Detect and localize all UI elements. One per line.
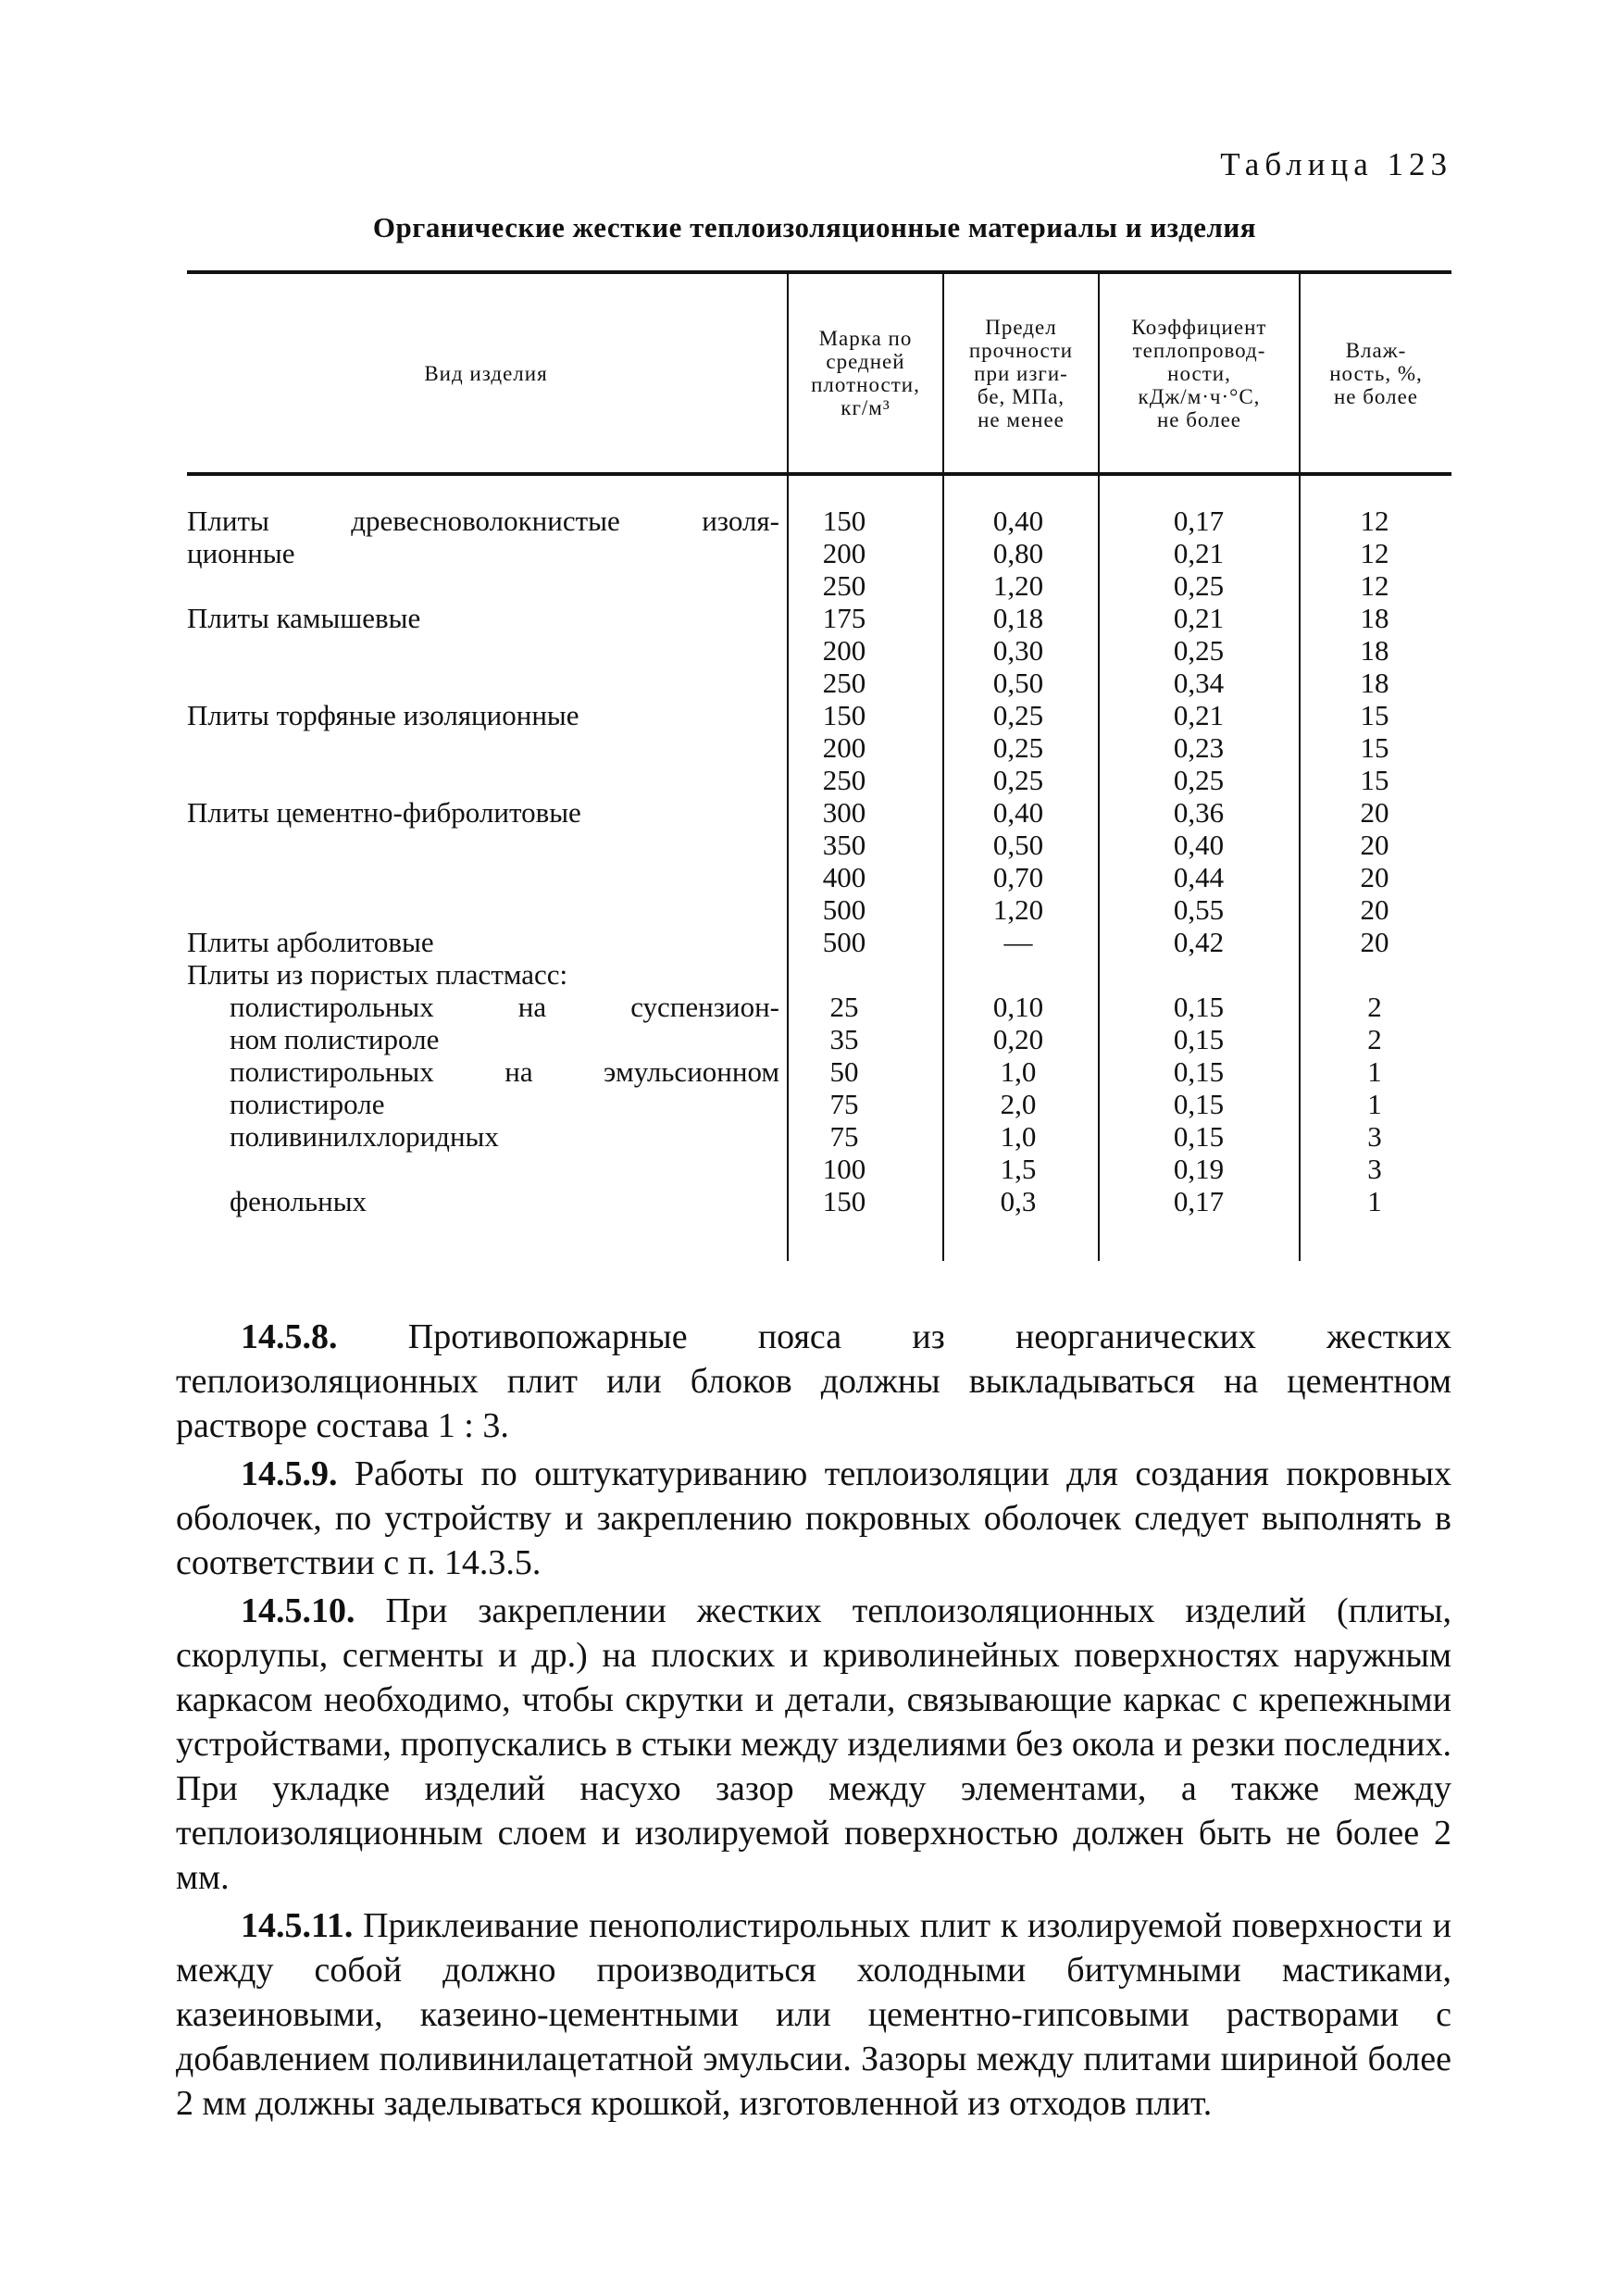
clause-text: Противопожарные пояса из неорганических жестких теплоизоляционных плит или блоков должны выкладываться на цементном растворе состава 1 : 3. (176, 1317, 1451, 1445)
clause-text: Работы по оштукатуриванию теплоизоляции для создания покровных оболочек, по устройству и закреплению покровных оболочек следует выполнять в соответствии с п. 14.3.5. (176, 1454, 1451, 1582)
table-row (0, 1185, 1619, 1217)
cell-density-mark: 500 (822, 893, 866, 926)
cell-moisture: 20 (1360, 829, 1389, 861)
cell-density-mark: 150 (822, 1185, 866, 1217)
cell-thermal-conductivity: 0,42 (1173, 926, 1225, 958)
cell-density-mark: 175 (822, 602, 866, 634)
cell-density-mark: 250 (822, 764, 866, 796)
cell-moisture: 1 (1367, 1185, 1382, 1217)
header-thermal-conductivity: Коэффициент теплопровод- ности, кДж/м·ч·°С, не более (1131, 315, 1267, 431)
cell-moisture: 3 (1367, 1153, 1382, 1185)
cell-moisture: 2 (1367, 1023, 1382, 1055)
cell-density-mark: 200 (822, 537, 866, 569)
cell-density-mark: 400 (822, 861, 866, 893)
cell-density-mark: 75 (829, 1088, 859, 1120)
table-row (0, 537, 1619, 569)
table-row (0, 699, 1619, 731)
cell-moisture: 20 (1360, 861, 1389, 893)
cell-bending-strength: 0,40 (992, 796, 1044, 829)
cell-bending-strength: 1,5 (1000, 1153, 1037, 1185)
cell-bending-strength: 1,20 (992, 569, 1044, 602)
cell-bending-strength: 0,70 (992, 861, 1044, 893)
cell-moisture: 20 (1360, 926, 1389, 958)
table-row (0, 569, 1619, 602)
table-row (0, 634, 1619, 667)
cell-thermal-conductivity: 0,34 (1173, 667, 1225, 699)
table-row (0, 731, 1619, 764)
cell-thermal-conductivity: 0,55 (1173, 893, 1225, 926)
cell-bending-strength: 0,10 (992, 991, 1044, 1023)
table-row (0, 1023, 1619, 1055)
cell-moisture: 1 (1367, 1088, 1382, 1120)
clause-paragraph (176, 1315, 1451, 1448)
header-moisture: Влаж- ность, %, не более (1329, 338, 1423, 408)
cell-bending-strength: 0,20 (992, 1023, 1044, 1055)
cell-thermal-conductivity: 0,40 (1173, 829, 1225, 861)
body-text (176, 1315, 1451, 2129)
cell-product-type: Плиты камышевые (187, 602, 421, 634)
table-number-label: Таблица 123 (1220, 146, 1452, 182)
cell-thermal-conductivity: 0,25 (1173, 764, 1225, 796)
cell-bending-strength: 0,80 (992, 537, 1044, 569)
clause-text: Приклеивание пенополистирольных плит к изолируемой поверхности и между собой должно производиться холодными битумными мастиками, казеиновыми, казеино-цементными или цементно-гипсовыми растворами с добавлением поливинилацетатной эмульсии. Зазоры между плитами шириной более 2 мм должны заделываться крошкой, изготовленной из отходов плит. (176, 1906, 1451, 2123)
cell-thermal-conductivity: 0,25 (1173, 569, 1225, 602)
cell-density-mark: 25 (829, 991, 859, 1023)
cell-moisture: 15 (1360, 764, 1389, 796)
cell-bending-strength: 0,18 (992, 602, 1044, 634)
cell-product-type: ционные (187, 537, 295, 569)
cell-thermal-conductivity: 0,15 (1173, 1088, 1225, 1120)
cell-product-type: Плиты из пористых пластмасс: (187, 958, 568, 991)
cell-product-type: фенольных (230, 1185, 367, 1217)
cell-bending-strength: 2,0 (1000, 1088, 1037, 1120)
cell-moisture: 12 (1360, 569, 1389, 602)
header-bending-strength: Предел прочности при изги- бе, МПа, не менее (968, 315, 1074, 431)
clause-number: 14.5.9. (241, 1454, 338, 1493)
table-title: Органические жесткие теплоизоляционные материалы и изделия (372, 211, 1257, 243)
table-row (0, 893, 1619, 926)
cell-product-type: поливинилхлоридных (230, 1120, 499, 1153)
table-row (0, 602, 1619, 634)
cell-density-mark: 50 (829, 1055, 859, 1088)
cell-thermal-conductivity: 0,21 (1173, 602, 1225, 634)
cell-thermal-conductivity: 0,25 (1173, 634, 1225, 667)
cell-product-type: полистирольных на суспензион- (230, 991, 779, 1023)
cell-thermal-conductivity: 0,19 (1173, 1153, 1225, 1185)
cell-density-mark: 100 (822, 1153, 866, 1185)
cell-thermal-conductivity: 0,17 (1173, 1185, 1225, 1217)
cell-thermal-conductivity: 0,21 (1173, 537, 1225, 569)
cell-product-type: Плиты торфяные изоляционные (187, 699, 579, 731)
table-row (0, 796, 1619, 829)
cell-moisture: 20 (1360, 893, 1389, 926)
clause-number: 14.5.8. (241, 1317, 338, 1356)
cell-product-type: Плиты цементно-фибролитовые (187, 796, 581, 829)
table-row (0, 764, 1619, 796)
cell-moisture: 18 (1360, 667, 1389, 699)
cell-density-mark: 200 (822, 634, 866, 667)
clause-number: 14.5.10. (241, 1591, 355, 1630)
cell-moisture: 1 (1367, 1055, 1382, 1088)
cell-product-type: Плиты арболитовые (187, 926, 434, 958)
cell-thermal-conductivity: 0,21 (1173, 699, 1225, 731)
cell-product-type: полистироле (230, 1088, 385, 1120)
table-row (0, 1055, 1619, 1088)
cell-bending-strength: 0,25 (992, 699, 1044, 731)
cell-density-mark: 150 (822, 699, 866, 731)
header-product-type: Вид изделия (424, 361, 548, 385)
cell-thermal-conductivity: 0,15 (1173, 1055, 1225, 1088)
cell-bending-strength: 1,20 (992, 893, 1044, 926)
cell-density-mark: 300 (822, 796, 866, 829)
cell-density-mark: 250 (822, 667, 866, 699)
table-row (0, 861, 1619, 893)
cell-thermal-conductivity: 0,44 (1173, 861, 1225, 893)
cell-product-type: Плиты древесноволокнистые изоля- (187, 505, 779, 537)
cell-bending-strength: 0,25 (992, 764, 1044, 796)
table-row (0, 1153, 1619, 1185)
cell-moisture: 12 (1360, 505, 1389, 537)
cell-bending-strength: 0,50 (992, 829, 1044, 861)
cell-moisture: 20 (1360, 796, 1389, 829)
header-bottom-rule (187, 472, 1451, 476)
table-row (0, 829, 1619, 861)
cell-bending-strength: 0,30 (992, 634, 1044, 667)
cell-bending-strength: 1,0 (1000, 1120, 1037, 1153)
clause-paragraph (176, 1589, 1451, 1900)
cell-density-mark: 500 (822, 926, 866, 958)
cell-bending-strength: 0,3 (1000, 1185, 1037, 1217)
cell-moisture: 15 (1360, 731, 1389, 764)
cell-density-mark: 200 (822, 731, 866, 764)
cell-thermal-conductivity: 0,36 (1173, 796, 1225, 829)
cell-density-mark: 75 (829, 1120, 859, 1153)
table-row (0, 926, 1619, 958)
cell-thermal-conductivity: 0,15 (1173, 991, 1225, 1023)
table-row (0, 958, 1619, 991)
cell-bending-strength: 0,40 (992, 505, 1044, 537)
cell-thermal-conductivity: 0,17 (1173, 505, 1225, 537)
cell-product-type: ном полистироле (230, 1023, 440, 1055)
cell-density-mark: 150 (822, 505, 866, 537)
cell-bending-strength: 1,0 (1000, 1055, 1037, 1088)
clause-paragraph (176, 1903, 1451, 2126)
cell-bending-strength: 0,25 (992, 731, 1044, 764)
cell-thermal-conductivity: 0,15 (1173, 1120, 1225, 1153)
cell-density-mark: 350 (822, 829, 866, 861)
header-density-mark: Марка по средней плотности, кг/м³ (811, 327, 920, 419)
cell-product-type: полистирольных на эмульсионном (230, 1055, 779, 1088)
table-row (0, 1120, 1619, 1153)
cell-density-mark: 250 (822, 569, 866, 602)
clause-text: При закреплении жестких теплоизоляционных изделий (плиты, скорлупы, сегменты и др.) на плоских и криволинейных поверхностях наружным каркасом необходимо, чтобы скрутки и детали, связывающие каркас с крепежными устройствами, пропускались в стыки между изделиями без окола и резки последних. При укладке изделий насухо зазор между элементами, а также между теплоизоляционным слоем и изолируемой поверхностью должен быть не более 2 мм. (176, 1591, 1451, 1897)
cell-thermal-conductivity: 0,15 (1173, 1023, 1225, 1055)
cell-moisture: 2 (1367, 991, 1382, 1023)
table-row (0, 505, 1619, 537)
table-row (0, 667, 1619, 699)
cell-moisture: 18 (1360, 602, 1389, 634)
cell-moisture: 18 (1360, 634, 1389, 667)
cell-moisture: 12 (1360, 537, 1389, 569)
table-row (0, 1088, 1619, 1120)
clause-number: 14.5.11. (241, 1906, 354, 1945)
clause-paragraph (176, 1452, 1451, 1585)
cell-thermal-conductivity: 0,23 (1173, 731, 1225, 764)
cell-moisture: 15 (1360, 699, 1389, 731)
cell-density-mark: 35 (829, 1023, 859, 1055)
table-row (0, 991, 1619, 1023)
cell-moisture: 3 (1367, 1120, 1382, 1153)
cell-bending-strength: 0,50 (992, 667, 1044, 699)
cell-bending-strength: — (1003, 926, 1033, 958)
